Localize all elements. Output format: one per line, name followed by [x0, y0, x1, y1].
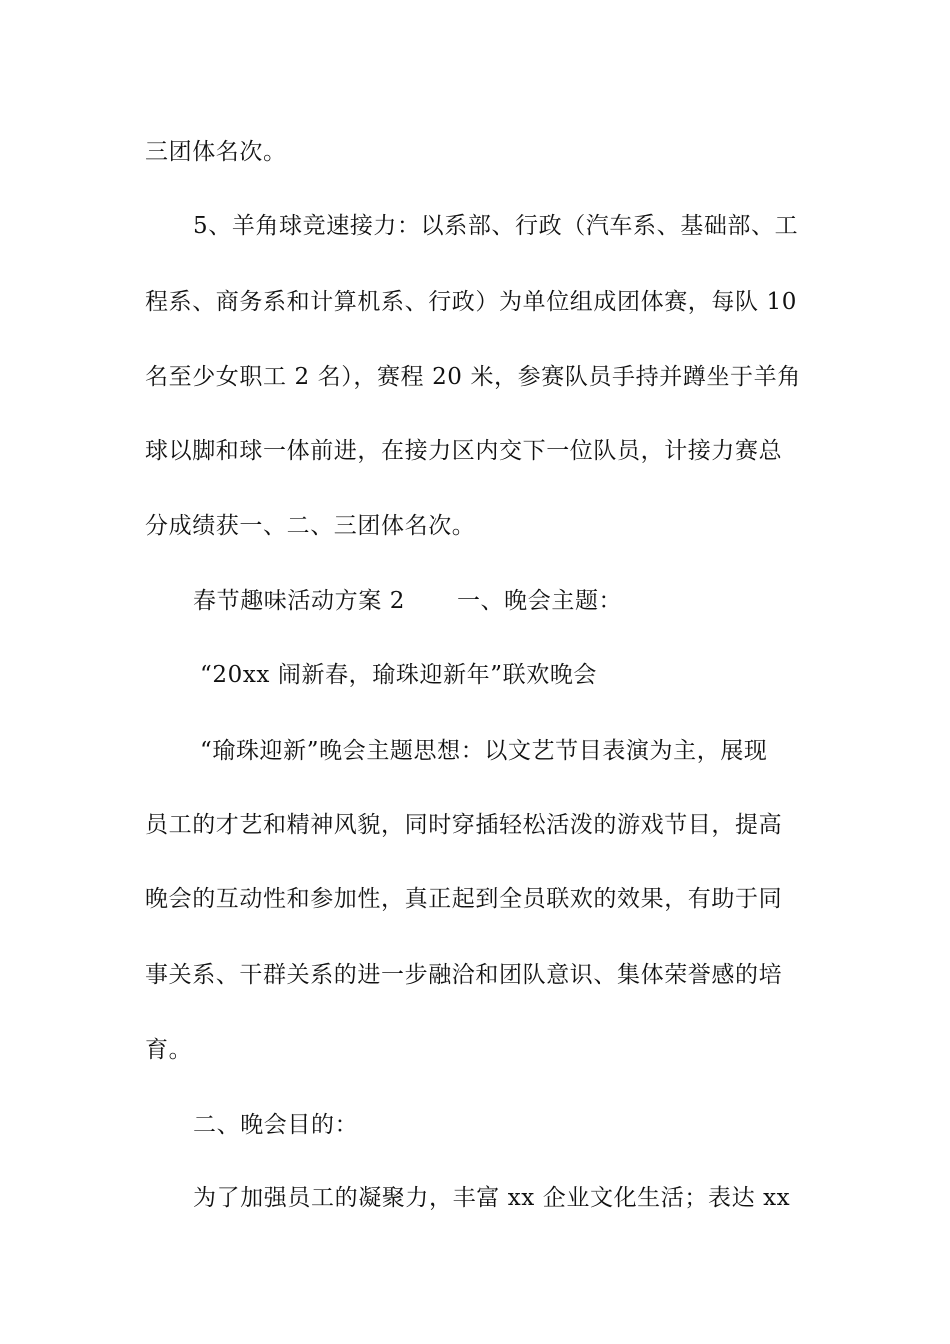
text-line: 名至少女职工 2 名），赛程 20 米，参赛队员手持并蹲坐于羊角 [145, 364, 801, 390]
section-subtitle: 一、晚会主题： [456, 588, 623, 614]
text-line: 分成绩获一、二、三团体名次。 [145, 513, 476, 539]
text-line: 程系、商务系和计算机系、行政）为单位组成团体赛，每队 10 [145, 289, 797, 315]
text-line: 育。 [145, 1037, 193, 1063]
text-line: 晚会的互动性和参加性，真正起到全员联欢的效果，有助于同 [145, 886, 783, 912]
text-line: 球以脚和球一体前进，在接力区内交下一位队员，计接力赛总 [145, 438, 783, 464]
text-line: “瑜珠迎新”晚会主题思想：以文艺节目表演为主，展现 [200, 738, 768, 764]
text-line: “20xx 闹新春，瑜珠迎新年”联欢晚会 [200, 662, 598, 688]
text-line: 二、晚会目的： [193, 1112, 359, 1138]
text-line: 为了加强员工的凝聚力，丰富 xx 企业文化生活；表达 xx [193, 1185, 791, 1211]
text-line: 事关系、干群关系的进一步融洽和团队意识、集体荣誉感的培 [145, 962, 783, 988]
text-line: 员工的才艺和精神风貌，同时穿插轻松活泼的游戏节目，提高 [145, 812, 783, 838]
section-title: 春节趣味活动方案 2 [193, 588, 405, 614]
section-heading-line [193, 581, 815, 621]
text-line: 5、羊角球竞速接力：以系部、行政（汽车系、基础部、工 [193, 213, 799, 239]
text-line: 三团体名次。 [145, 139, 287, 165]
